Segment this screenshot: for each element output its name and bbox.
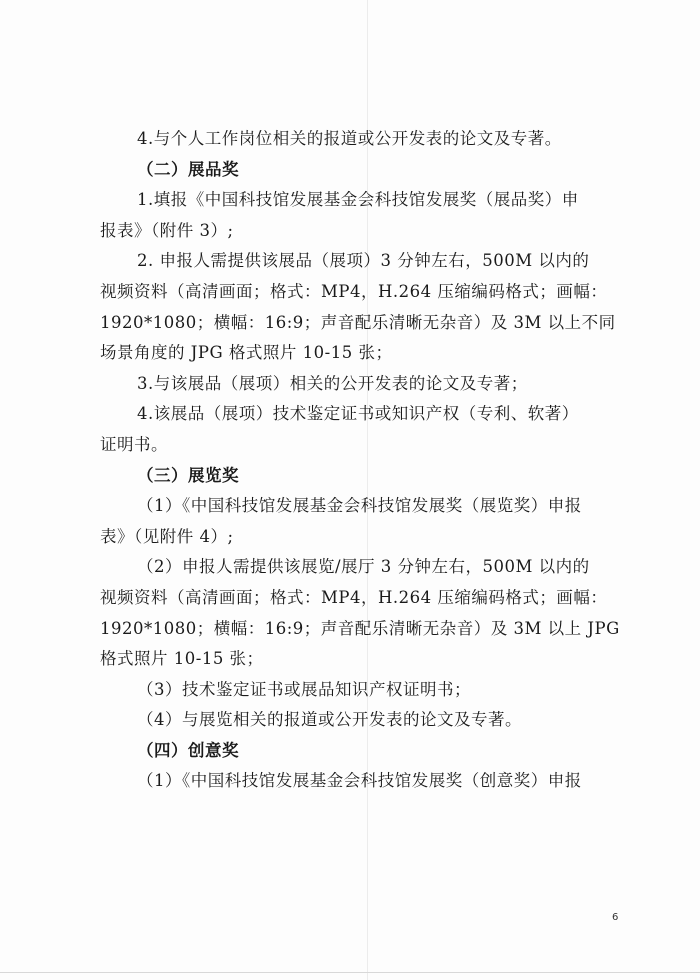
section-heading: （四）创意奖 <box>137 740 239 760</box>
paragraph-line: 1920*1080；横幅：16:9；声音配乐清晰无杂音）及 3M 以上不同 <box>100 312 616 332</box>
paragraph-line: 报表》（附件 3）; <box>100 220 234 240</box>
document-body <box>100 124 620 797</box>
paragraph-line: （1）《中国科技馆发展基金会科技馆发展奖（创意奖）申报 <box>137 771 582 791</box>
paragraph-line: （1）《中国科技馆发展基金会科技馆发展奖（展览奖）申报 <box>137 496 582 516</box>
paragraph-line: 2. 申报人需提供该展品（展项）3 分钟左右，500M 以内的 <box>137 251 590 271</box>
paragraph-line: 3.与该展品（展项）相关的公开发表的论文及专著； <box>137 373 528 393</box>
paragraph-line: 视频资料（高清画面；格式：MP4，H.264 压缩编码格式；画幅： <box>100 281 608 301</box>
paragraph-line: 场景角度的 JPG 格式照片 10-15 张； <box>100 343 393 363</box>
section-heading: （三）展览奖 <box>137 465 239 485</box>
paragraph-line: 格式照片 10-15 张； <box>100 649 264 669</box>
page-number: 6 <box>612 912 619 923</box>
paragraph-line: 表》（见附件 4）; <box>100 526 234 546</box>
paragraph-line: 4.与个人工作岗位相关的报道或公开发表的论文及专著。 <box>137 129 562 148</box>
paragraph-line: 视频资料（高清画面；格式：MP4，H.264 压缩编码格式；画幅： <box>100 587 608 607</box>
paragraph-line: （4）与展览相关的报道或公开发表的论文及专著。 <box>137 710 522 730</box>
paragraph-line: 4.该展品（展项）技术鉴定证书或知识产权（专利、软著） <box>137 404 579 424</box>
paragraph-line: 1920*1080；横幅：16:9；声音配乐清晰无杂音）及 3M 以上 JPG <box>100 618 620 638</box>
paragraph-line: 1.填报《中国科技馆发展基金会科技馆发展奖（展品奖）申 <box>137 190 579 210</box>
section-heading: （二）展品奖 <box>137 159 239 179</box>
page-bottom-edge <box>0 972 700 973</box>
paragraph-line: 证明书。 <box>100 434 168 454</box>
paragraph-line: （2）申报人需提供该展览/展厅 3 分钟左右，500M 以内的 <box>137 557 590 577</box>
paragraph-line: （3）技术鉴定证书或展品知识产权证明书； <box>137 679 471 699</box>
